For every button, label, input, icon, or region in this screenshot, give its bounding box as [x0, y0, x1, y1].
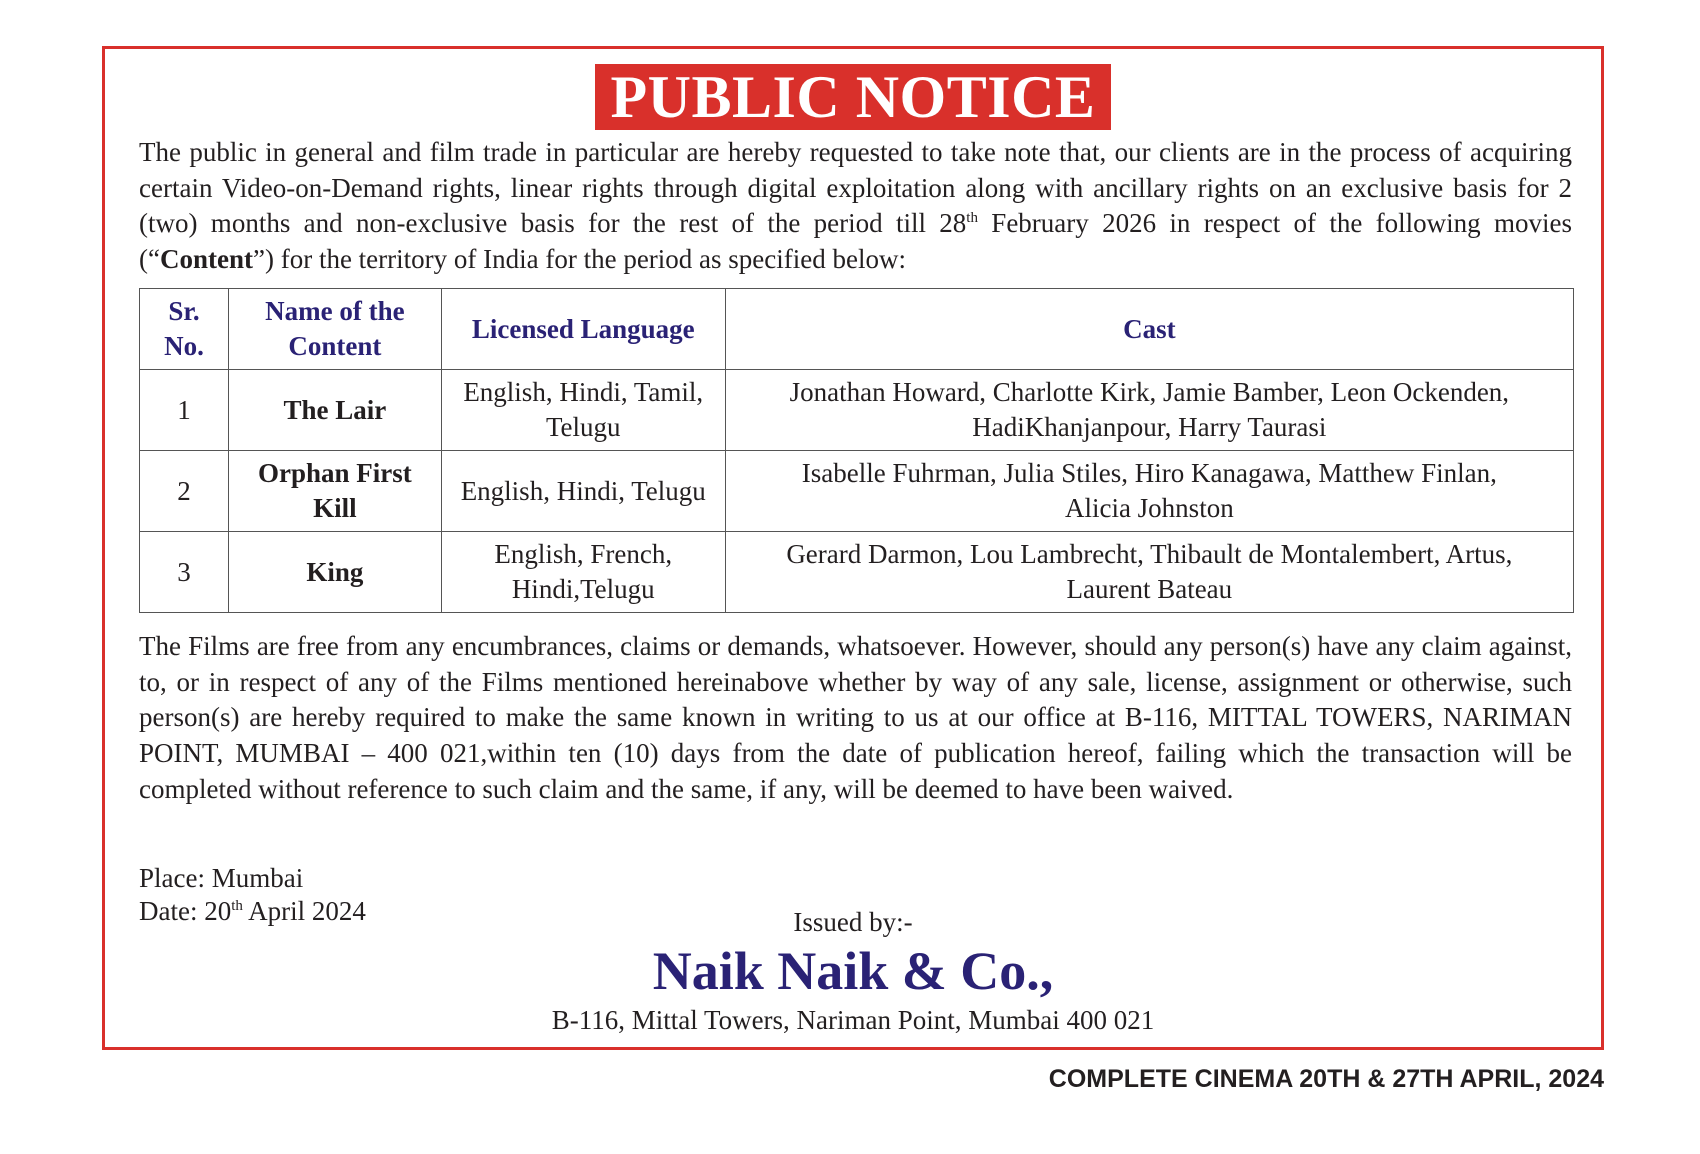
date-ordinal: th	[231, 898, 243, 914]
row-sr-no: 3	[140, 532, 229, 613]
intro-text-2: February 2026 in respect of the following movies (“	[139, 208, 1572, 274]
intro-text-3: ”) for the territory of India for the period as specified below:	[252, 243, 906, 274]
row-cast: Jonathan Howard, Charlotte Kirk, Jamie Bamber, Leon Ockenden, HadiKhanjanpour, Harry Taurasi	[725, 370, 1573, 451]
notice-frame	[102, 46, 1604, 1050]
row-content-name: The Lair	[228, 370, 441, 451]
header-sr-no: Sr. No.	[140, 289, 229, 370]
header-cast: Cast	[725, 289, 1573, 370]
content-table	[139, 288, 1574, 613]
row-licensed-language: English, Hindi, Tamil, Telugu	[441, 370, 725, 451]
header-licensed-language: Licensed Language	[441, 289, 725, 370]
row-sr-no: 2	[140, 451, 229, 532]
row-cast: Isabelle Fuhrman, Julia Stiles, Hiro Kanagawa, Matthew Finlan, Alicia Johnston	[725, 451, 1573, 532]
row-sr-no: 1	[140, 370, 229, 451]
date-line: Date: 20th April 2024	[139, 896, 366, 926]
table-row	[140, 532, 1574, 613]
firm-name: Naik Naik & Co.,	[652, 941, 1054, 1001]
table-row	[140, 451, 1574, 532]
row-content-name: Orphan First Kill	[228, 451, 441, 532]
notice-title: PUBLIC NOTICE	[595, 64, 1112, 130]
title-wrap	[105, 64, 1601, 130]
header-content-name: Name of the Content	[228, 289, 441, 370]
issued-by-label: Issued by:-	[793, 907, 913, 937]
claims-paragraph: The Films are free from any encumbrances, claims or demands, whatsoever. However, should any person(s) have any claim against, to, or in respect of any of the Films mentioned hereinabove whether by way of any sale, license, assignment or otherwise, such person(s) are hereby required to make the same known in writing to us at our office at B-116, MITTAL TOWERS, NARIMAN POINT, MUMBAI – 400 021,within ten (10) days from the date of publication hereof, failing which the transaction will be completed without reference to such claim and the same, if any, will be deemed to have been waived.	[139, 631, 1572, 804]
firm-address: B-116, Mittal Towers, Nariman Point, Mumbai 400 021	[551, 1005, 1155, 1035]
intro-text-1: The public in general and film trade in particular are hereby requested to take note that, our clients are in the process of acquiring certain Video-on-Demand rights, linear rights through digital exploitation along with ancillary rights on an exclusive basis for 2 (two) months and non-exclusive basis for the rest of the period till 28	[139, 137, 1572, 238]
table-header-row	[140, 289, 1574, 370]
row-content-name: King	[228, 532, 441, 613]
row-cast: Gerard Darmon, Lou Lambrecht, Thibault de Montalembert, Artus, Laurent Bateau	[725, 532, 1573, 613]
intro-paragraph	[139, 135, 1572, 277]
intro-ordinal: th	[966, 210, 978, 226]
row-licensed-language: English, Hindi, Telugu	[441, 451, 725, 532]
place-line: Place: Mumbai	[139, 863, 304, 893]
intro-content-term: Content	[159, 243, 253, 274]
publication-footer: COMPLETE CINEMA 20TH & 27TH APRIL, 2024	[1048, 1065, 1604, 1093]
row-licensed-language: English, French, Hindi,Telugu	[441, 532, 725, 613]
table-row	[140, 370, 1574, 451]
